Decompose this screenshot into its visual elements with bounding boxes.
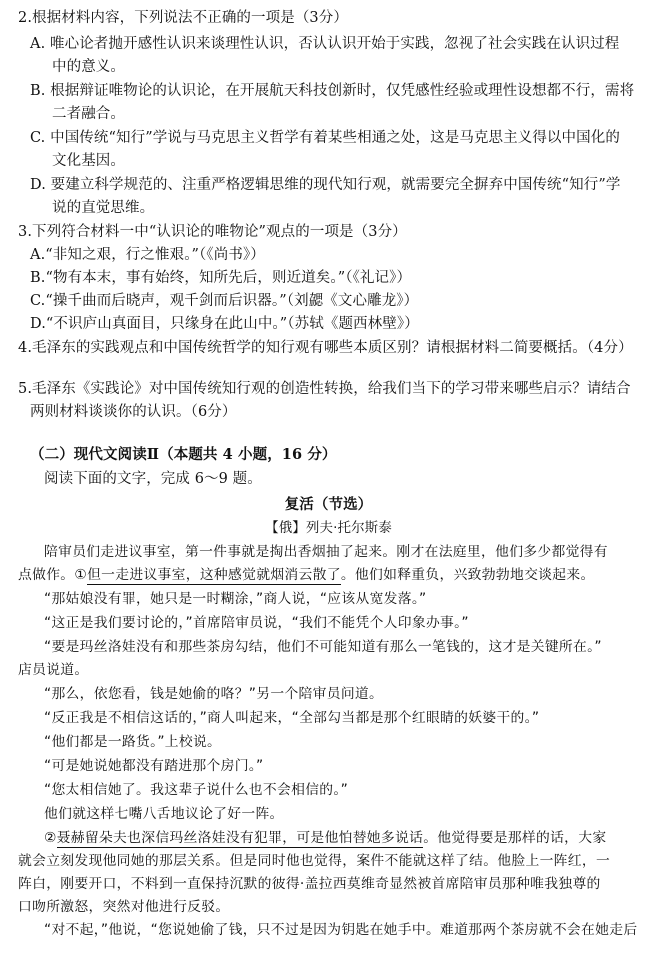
passage-p12-line1: “对不起，”他说，“您说她偷了钱，只不过是因为钥匙在她手中。难道那两个茶房就不会在她走后 (44, 922, 638, 938)
passage-author: 【俄】列夫·托尔斯泰 (265, 520, 392, 536)
q2-option-a-line1: A. 唯心论者抛开感性认识来谈理性认识，否认认识开始于实践，忽视了社会实践在认识过程 (30, 36, 620, 52)
q2-option-a-line2: 中的意义。 (52, 59, 125, 75)
section-heading: （二）现代文阅读Ⅱ（本题共 4 小题，16 分） (30, 446, 337, 463)
question-4: 4.毛泽东的实践观点和中国传统哲学的知行观有哪些本质区别？请根据材料二简要概括。（4分） (18, 340, 633, 356)
q2-option-d-line2: 说的直觉思维。 (52, 200, 155, 216)
passage-p1-line2 (0, 565, 657, 585)
passage-p5: “那么，依您看，钱是她偷的咯？”另一个陪审员问道。 (44, 686, 384, 702)
passage-text: 。他们如释重负，兴致勃勃地交谈起来。 (340, 567, 595, 583)
passage-p4-line2: 店员说道。 (18, 662, 89, 678)
q3-option-b: B.“物有本末，事有始终，知所先后，则近道矣。”（《礼记》） (30, 270, 412, 286)
passage-p11-line2: 就会立刻发现他同她的那层关系。但是同时他也觉得，案件不能就这样了结。他脸上一阵红，一 (18, 853, 611, 869)
question-3-stem: 3.下列符合材料一中“认识论的唯物论”观点的一项是（3分） (18, 224, 407, 240)
q3-option-c: C.“操千曲而后晓声，观千剑而后识器。”（刘勰《文心雕龙》） (30, 293, 419, 309)
passage-p11-line3: 阵白，刚要开口，不料到一直保持沉默的彼得·盖拉西莫维奇显然被首席陪审员那种唯我独尊的 (18, 876, 601, 892)
q3-option-a: A.“非知之艰，行之惟艰。”（《尚书》） (30, 247, 265, 263)
passage-p11-line4: 口吻所激怒，突然对他进行反驳。 (18, 899, 230, 915)
underlined-sentence-2: 聂赫留朵夫也深信玛丝洛娃没有犯罪，可是他怕替她多说话 (56, 830, 424, 846)
question-5-line2: 两则材料谈谈你的认识。（6分） (30, 404, 237, 420)
passage-text: 。他觉得要是那样的话，大家 (423, 830, 607, 846)
passage-p10: 他们就这样七嘴八舌地议论了好一阵。 (44, 806, 284, 822)
passage-p1-line1: 陪审员们走进议事室，第一件事就是掏出香烟抽了起来。刚才在法庭里，他们多少都觉得有 (44, 544, 608, 560)
underlined-sentence-1: 但一走进议事室，这种感觉就烟消云散了 (87, 567, 341, 583)
passage-p2: “那姑娘没有罪，她只是一时糊涂，”商人说，“应该从宽发落。” (44, 591, 427, 607)
q2-option-b-line1: B. 根据辩证唯物论的认识论，在开展航天科技创新时，仅凭感性经验或理性设想都不行，需将 (30, 83, 635, 99)
q3-option-d: D.“不识庐山真面目，只缘身在此山中。”（苏轼《题西林壁》） (30, 316, 419, 332)
passage-p8: “可是她说她都没有踏进那个房门。” (44, 758, 264, 774)
passage-p9: “您太相信她了。我这辈子说什么也不会相信的。” (44, 782, 349, 798)
passage-text: 点做作。① (18, 567, 88, 583)
q2-option-d-line1: D. 要建立科学规范的、注重严格逻辑思维的现代知行观，就需要完全摒弃中国传统“知行”学 (30, 177, 621, 193)
question-2-stem: 2.根据材料内容，下列说法不正确的一项是（3分） (18, 10, 348, 26)
q2-option-c-line1: C. 中国传统“知行”学说与马克思主义哲学有着某些相通之处，这是马克思主义得以中国化的 (30, 130, 620, 146)
passage-p4-line1: “要是玛丝洛娃没有和那些茶房勾结，他们不可能知道有那么一笔钱的，这才是关键所在。” (44, 639, 602, 655)
passage-p6: “反正我是不相信这话的，”商人叫起来，“全部勾当都是那个红眼睛的妖婆干的。” (44, 710, 540, 726)
section-instruction: 阅读下面的文字，完成 6～9 题。 (44, 471, 262, 487)
passage-title: 复活（节选） (284, 497, 373, 513)
q2-option-c-line2: 文化基因。 (52, 153, 125, 169)
question-5-line1: 5.毛泽东《实践论》对中国传统知行观的创造性转换，给我们当下的学习带来哪些启示？请结合 (18, 381, 631, 397)
passage-p11-line1 (0, 828, 657, 848)
passage-p3: “这正是我们要讨论的，”首席陪审员说，“我们不能凭个人印象办事。” (44, 615, 469, 631)
q2-option-b-line2: 二者融合。 (52, 106, 125, 122)
passage-p7: “他们都是一路货。”上校说。 (44, 734, 222, 750)
passage-text: ② (44, 830, 57, 846)
